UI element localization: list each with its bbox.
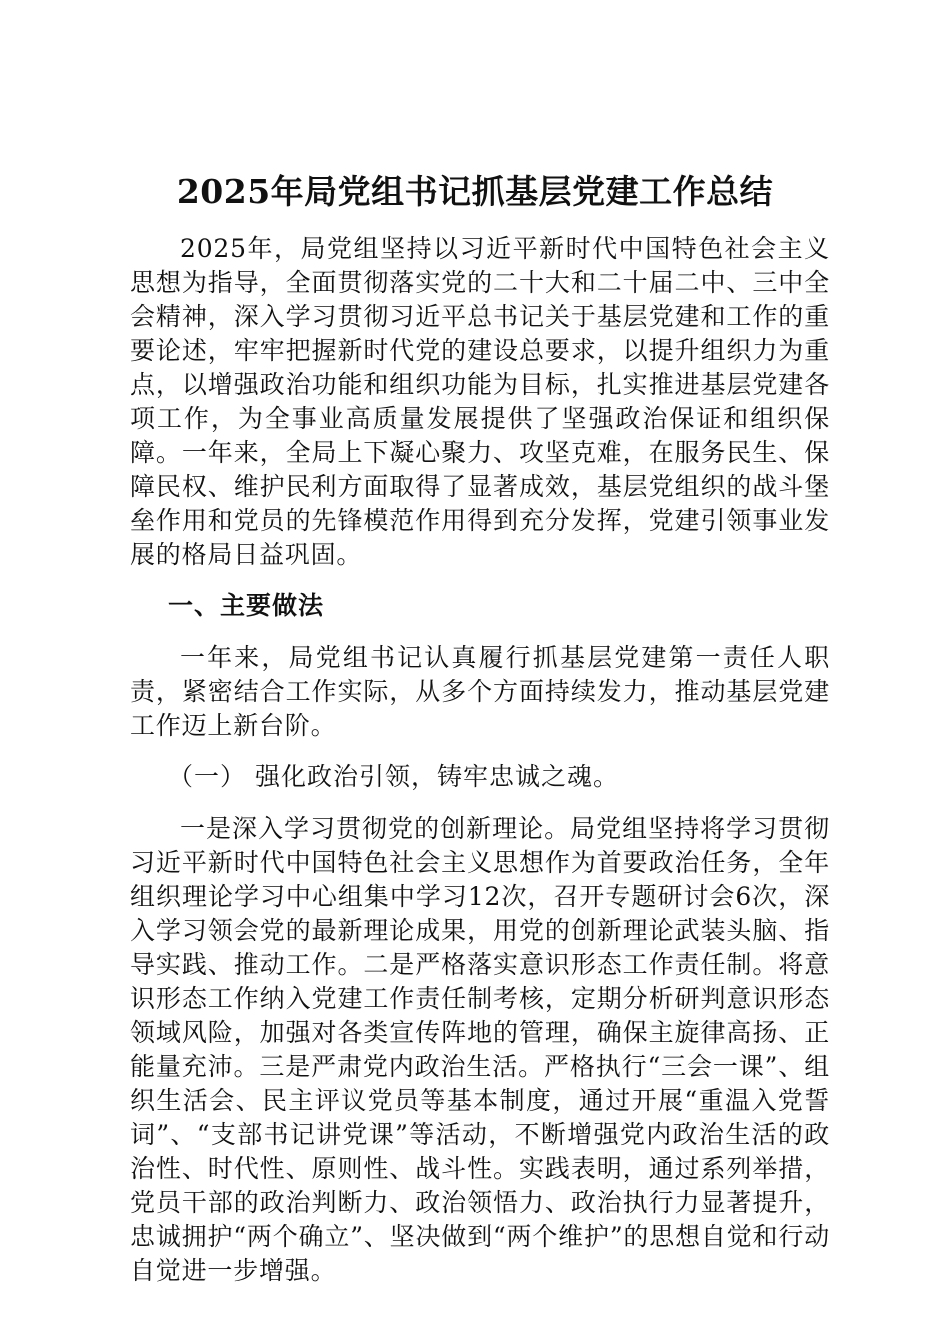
subsection-body-paragraph: 一是深入学习贯彻党的创新理论。局党组坚持将学习贯彻习近平新时代中国特色社会主义思想作为首要政治任务，全年组织理论学习中心组集中学习12次，召开专题研讨会6次，深入学习领会党的最新理论成果，用党的创新理论武装头脑、指导实践、推动工作。二是严格落实意识形态工作责任制。将意识形态工作纳入党建工作责任制考核，定期分析研判意识形态领域风险，加强对各类宣传阵地的管理，确保主旋律高扬、正能量充沛。三是严肃党内政治生活。严格执行“三会一课”、组织生活会、民主评议党员等基本制度，通过开展“重温入党誓词”、“支部书记讲党课”等活动，不断增强党内政治生活的政治性、时代性、原则性、战斗性。实践表明，通过系列举措，党员干部的政治判断力、政治领悟力、政治执行力显著提升，忠诚拥护“两个确立”、坚决做到“两个维护”的思想自觉和行动自觉进一步增强。 (130, 814, 830, 1285)
subsection-heading-political-leadership: （一） 强化政治引领，铸牢忠诚之魂。 (168, 762, 619, 791)
section-heading-main-practices: 一、主要做法 (168, 591, 325, 620)
section-intro-paragraph: 一年来，局党组书记认真履行抓基层党建第一责任人职责，紧密结合工作实际，从多个方面持续发力，推动基层党建工作迈上新台阶。 (130, 643, 830, 740)
document-title: 2025年局党组书记抓基层党建工作总结 (176, 172, 774, 211)
document-body (130, 232, 830, 1305)
intro-paragraph: 2025年，局党组坚持以习近平新时代中国特色社会主义思想为指导，全面贯彻落实党的二十大和二十届二中、三中全会精神，深入学习贯彻习近平总书记关于基层党建和工作的重要论述，牢牢把握新时代党的建设总要求，以提升组织力为重点，以增强政治功能和组织功能为目标，扎实推进基层党建各项工作，为全事业高质量发展提供了坚强政治保证和组织保障。一年来，全局上下凝心聚力、攻坚克难，在服务民生、保障民权、维护民利方面取得了显著成效，基层党组织的战斗堡垒作用和党员的先锋模范作用得到充分发挥，党建引领事业发展的格局日益巩固。 (130, 234, 830, 569)
